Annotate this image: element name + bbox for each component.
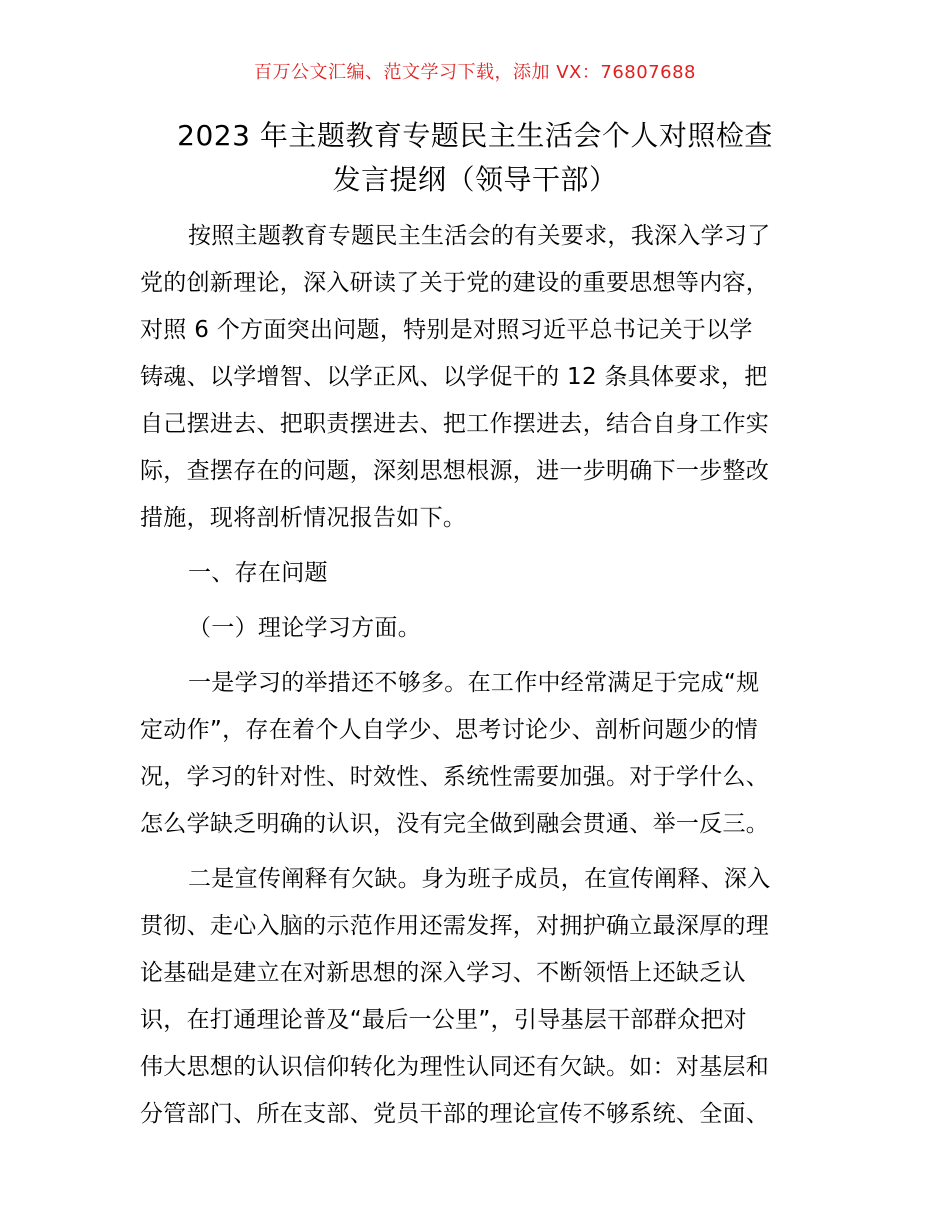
point-two-line: 识，在打通理论普及“最后一公里”，引导基层干部群众把对 bbox=[140, 1007, 747, 1033]
document-title bbox=[130, 114, 820, 202]
point-one-paragraph bbox=[140, 660, 812, 848]
section-heading-text: 一、存在问题 bbox=[188, 560, 328, 586]
point-two-line: 伟大思想的认识信仰转化为理性认同还有欠缺。如：对基层和 bbox=[140, 1054, 770, 1080]
title-line-1: 2023 年主题教育专题民主生活会个人对照检查 bbox=[177, 119, 773, 152]
intro-line: 自己摆进去、把职责摆进去、把工作摆进去，结合自身工作实 bbox=[140, 411, 770, 437]
document-body bbox=[140, 213, 812, 1146]
point-two-line: 贯彻、走心入脑的示范作用还需发挥，对拥护确立最深厚的理 bbox=[140, 913, 770, 939]
intro-paragraph bbox=[140, 213, 812, 542]
intro-line: 措施，现将剖析情况报告如下。 bbox=[140, 505, 467, 531]
title-line-2: 发言提纲（领导干部） bbox=[332, 163, 618, 196]
subsection-heading-text: （一）理论学习方面。 bbox=[188, 615, 421, 641]
section-heading bbox=[140, 550, 812, 597]
point-two-line: 分管部门、所在支部、党员干部的理论宣传不够系统、全面、 bbox=[140, 1101, 770, 1127]
point-two-line: 二是宣传阐释有欠缺。身为班子成员，在宣传阐释、深入 bbox=[188, 866, 771, 892]
intro-line: 际，查摆存在的问题，深刻思想根源，进一步明确下一步整改 bbox=[140, 458, 770, 484]
point-two-paragraph bbox=[140, 856, 812, 1138]
subsection-heading bbox=[140, 605, 812, 652]
watermark-header: 百万公文汇编、范文学习下载，添加 VX：76807688 bbox=[254, 62, 696, 83]
point-one-line: 况，学习的针对性、时效性、系统性需要加强。对于学什么、 bbox=[140, 764, 770, 790]
point-two-line: 论基础是建立在对新思想的深入学习、不断领悟上还缺乏认 bbox=[140, 960, 746, 986]
point-one-line: 定动作”，存在着个人自学少、思考讨论少、剖析问题少的情 bbox=[140, 717, 759, 743]
point-one-line: 怎么学缺乏明确的认识，没有完全做到融会贯通、举一反三。 bbox=[140, 811, 770, 837]
intro-line: 铸魂、以学增智、以学正风、以学促干的 12 条具体要求，把 bbox=[140, 364, 768, 390]
point-one-line: 一是学习的举措还不够多。在工作中经常满足于完成“规 bbox=[188, 670, 760, 696]
intro-line: 对照 6 个方面突出问题，特别是对照习近平总书记关于以学 bbox=[140, 317, 753, 343]
intro-line: 党的创新理论，深入研读了关于党的建设的重要思想等内容， bbox=[140, 270, 770, 296]
intro-line: 按照主题教育专题民主生活会的有关要求，我深入学习了 bbox=[188, 223, 771, 249]
